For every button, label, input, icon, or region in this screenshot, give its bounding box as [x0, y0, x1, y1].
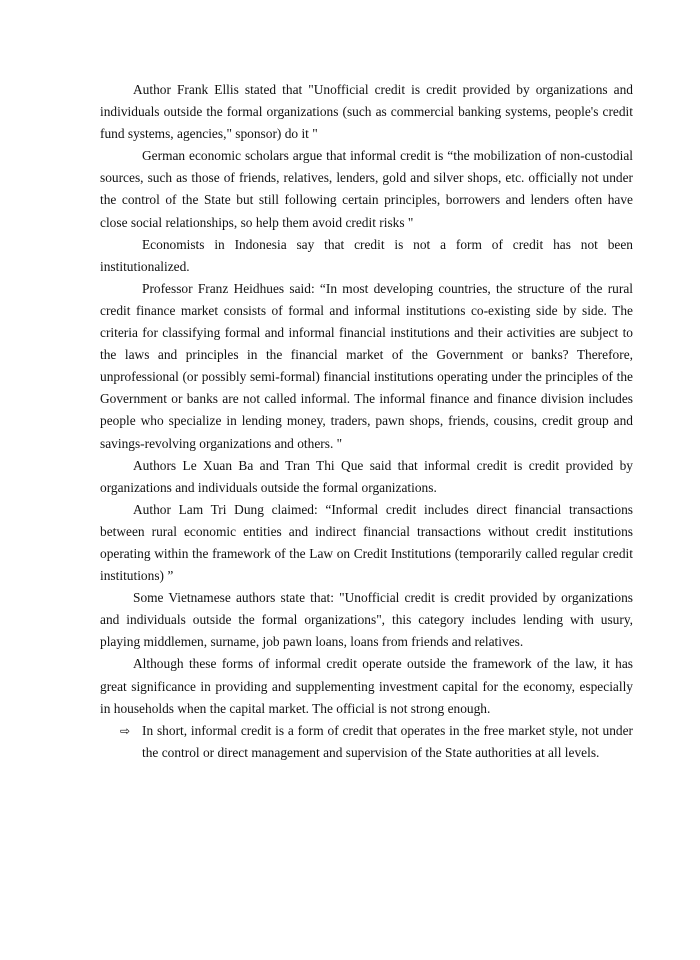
summary-text: In short, informal credit is a form of credit that operates in the free market style, not under the control or direct management and supervision of the State authorities at all levels.: [142, 722, 633, 760]
paragraph-vietnamese-authors: Some Vietnamese authors state that: "Unofficial credit is credit provided by organizations and individuals outside the formal organizations", this category includes lending with usury, playing middlemen, surname, job pawn loans, loans from friends and relatives.: [100, 590, 633, 650]
arrow-right-icon: ⇨: [120, 723, 131, 738]
paragraph-franz-heidhues: Professor Franz Heidhues said: “In most developing countries, the structure of the rural credit finance market consists of formal and informal institutions co-existing side by side. The criteria for classifying formal and informal financial institutions and their activities are subject to the laws and principles in the financial market of the Government or banks? Therefore, unprofessional (or possibly semi-formal) financial institutions operating under the principles of the Government or banks are not called informal. The informal finance and finance division includes people who specialize in lending money, traders, pawn shops, friends, cousins, credit group and savings-revolving organizations and others. ": [100, 280, 633, 451]
paragraph-german-scholars: German economic scholars argue that informal credit is “the mobilization of non-custodial sources, such as those of friends, relatives, lenders, gold and silver shops, etc. officially not under the control of the State but still following certain principles, borrowers and lenders often have close social relationships, so help them avoid credit risks ": [100, 148, 633, 230]
paragraph-lam-tri-dung: Author Lam Tri Dung claimed: “Informal credit includes direct financial transactions between rural economic entities and indirect financial transactions without credit institutions operating within the framework of the Law on Credit Institutions (temporarily called regular credit institutions) ”: [100, 501, 633, 584]
paragraph-although: Although these forms of informal credit operate outside the framework of the law, it has great significance in providing and supplementing investment capital for the economy, especially in households when the capital market. The official is not strong enough.: [100, 656, 633, 716]
paragraph-frank-ellis: Author Frank Ellis stated that "Unofficial credit is credit provided by organizations and individuals outside the formal organizations (such as commercial banking systems, people's credit fund systems, agencies," sponsor) do it ": [100, 82, 633, 142]
summary-bullet: [120, 720, 633, 764]
paragraph-indonesia-economists: Economists in Indonesia say that credit is not a form of credit has not been institutionalized.: [100, 236, 633, 274]
paragraph-le-xuan-ba: Authors Le Xuan Ba and Tran Thi Que said that informal credit is credit provided by organizations and individuals outside the formal organizations.: [100, 457, 633, 495]
document-page: [100, 79, 633, 764]
